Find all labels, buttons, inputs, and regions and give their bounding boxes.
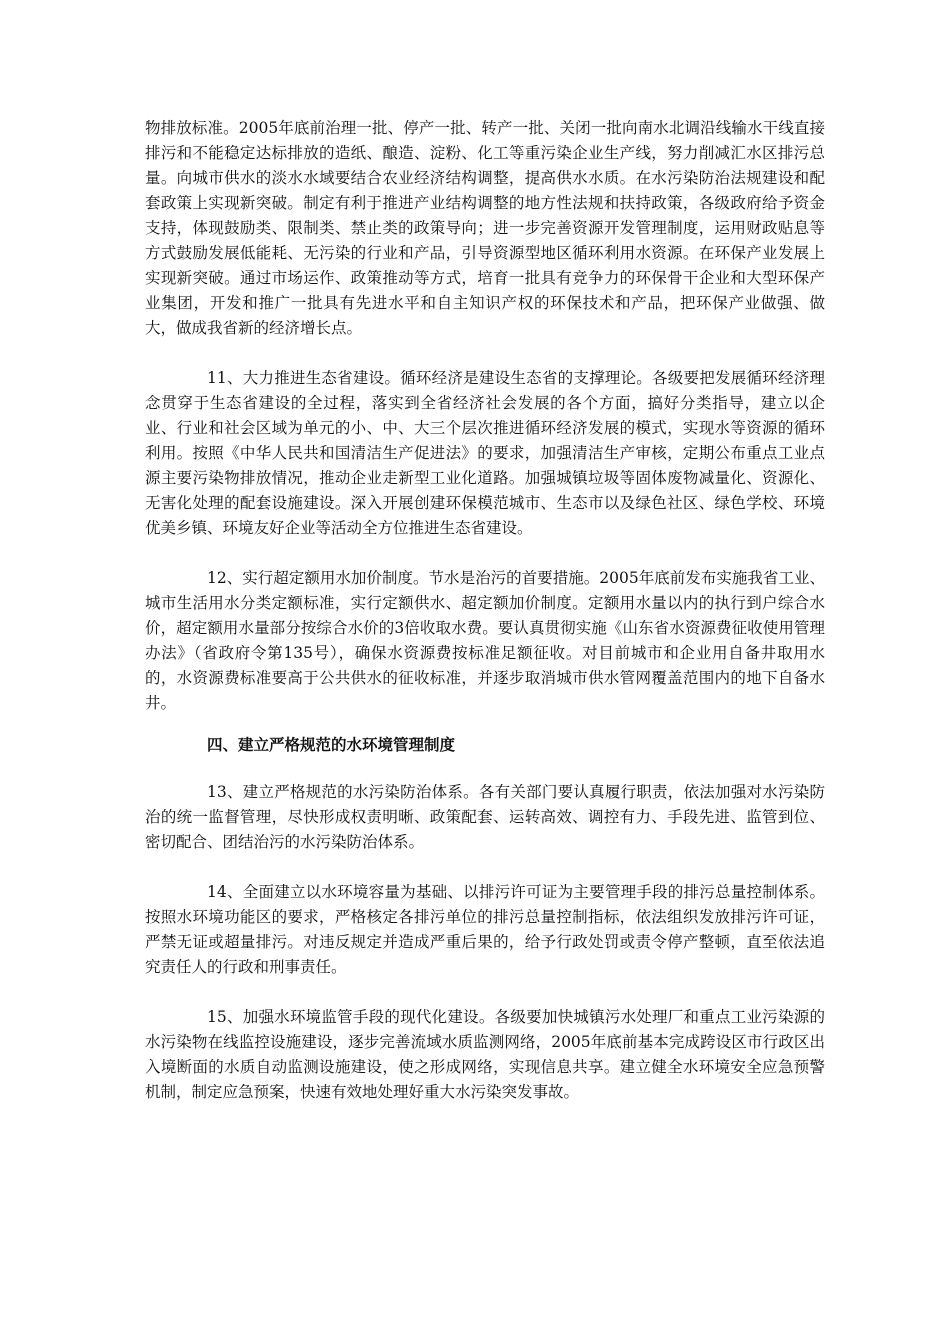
section-heading: 四、建立严格规范的水环境管理制度 [207,736,456,754]
paragraph-13: 13、建立严格规范的水污染防治体系。各有关部门要认真履行职责，依法加强对水污染防治的统一监督管理，尽快形成权责明晰、政策配套、运转高效、调控有力、手段先进、监管到位、密切配合、团结治污的水污染防治体系。 [145,783,825,851]
paragraph-12: 12、实行超定额用水加价制度。节水是治污的首要措施。2005年底前发布实施我省工业、城市生活用水分类定额标准，实行定额供水、超定额加价制度。定额用水量以内的执行到户综合水价，超定额用水量部分按综合水价的3倍收取水费。要认真贯彻实施《山东省水资源费征收使用管理办法》（省政府令第135号），确保水资源费按标准足额征收。对目前城市和企业用自备井取用水的，水资源费标准要高于公共供水的征收标准，并逐步取消城市供水管网覆盖范围内的地下自备水井。 [145,569,825,712]
paragraph-11: 11、大力推进生态省建设。循环经济是建设生态省的支撑理论。各级要把发展循环经济理念贯穿于生态省建设的全过程，落实到全省经济社会发展的各个方面，搞好分类指导，建立以企业、行业和社会区域为单元的小、中、大三个层次推进循环经济发展的模式，实现水等资源的循环利用。按照《中华人民共和国清洁生产促进法》的要求，加强清洁生产审核，定期公布重点工业点源主要污染物排放情况，推动企业走新型工业化道路。加强城镇垃圾等固体废物减量化、资源化、无害化处理的配套设施建设。深入开展创建环保模范城市、生态市以及绿色社区、绿色学校、环境优美乡镇、环境友好企业等活动全方位推进生态省建设。 [145,369,825,537]
paragraph-14: 14、全面建立以水环境容量为基础、以排污许可证为主要管理手段的排污总量控制体系。按照水环境功能区的要求，严格核定各排污单位的排污总量控制指标，依法组织发放排污许可证，严禁无证或超量排污。对违反规定并造成严重后果的，给予行政处罚或责令停产整顿，直至依法追究责任人的行政和刑事责任。 [145,883,825,976]
paragraph-15: 15、加强水环境监管手段的现代化建设。各级要加快城镇污水处理厂和重点工业污染源的水污染物在线监控设施建设，逐步完善流域水质监测网络，2005年底前基本完成跨设区市行政区出入境断面的水质自动监测设施建设，使之形成网络，实现信息共享。建立健全水环境安全应急预警机制，制定应急预案，快速有效地处理好重大水污染突发事故。 [145,1008,825,1101]
paragraph-continuation: 物排放标准。2005年底前治理一批、停产一批、转产一批、关闭一批向南水北调沿线输水干线直接排污和不能稳定达标排放的造纸、酿造、淀粉、化工等重污染企业生产线，努力削减汇水区排污总量。向城市供水的淡水水域要结合农业经济结构调整，提高供水水质。在水污染防治法规建设和配套政策上实现新突破。制定有利于推进产业结构调整的地方性法规和扶持政策，各级政府给予资金支持，体现鼓励类、限制类、禁止类的政策导向；进一步完善资源开发管理制度，运用财政贴息等方式鼓励发展低能耗、无污染的行业和产品，引导资源型地区循环利用水资源。在环保产业发展上实现新突破。通过市场运作、政策推动等方式，培育一批具有竞争力的环保骨干企业和大型环保产业集团，开发和推广一批具有先进水平和自主知识产权的环保技术和产品，把环保产业做强、做大，做成我省新的经济增长点。 [145,119,825,337]
document-page [145,116,825,1105]
